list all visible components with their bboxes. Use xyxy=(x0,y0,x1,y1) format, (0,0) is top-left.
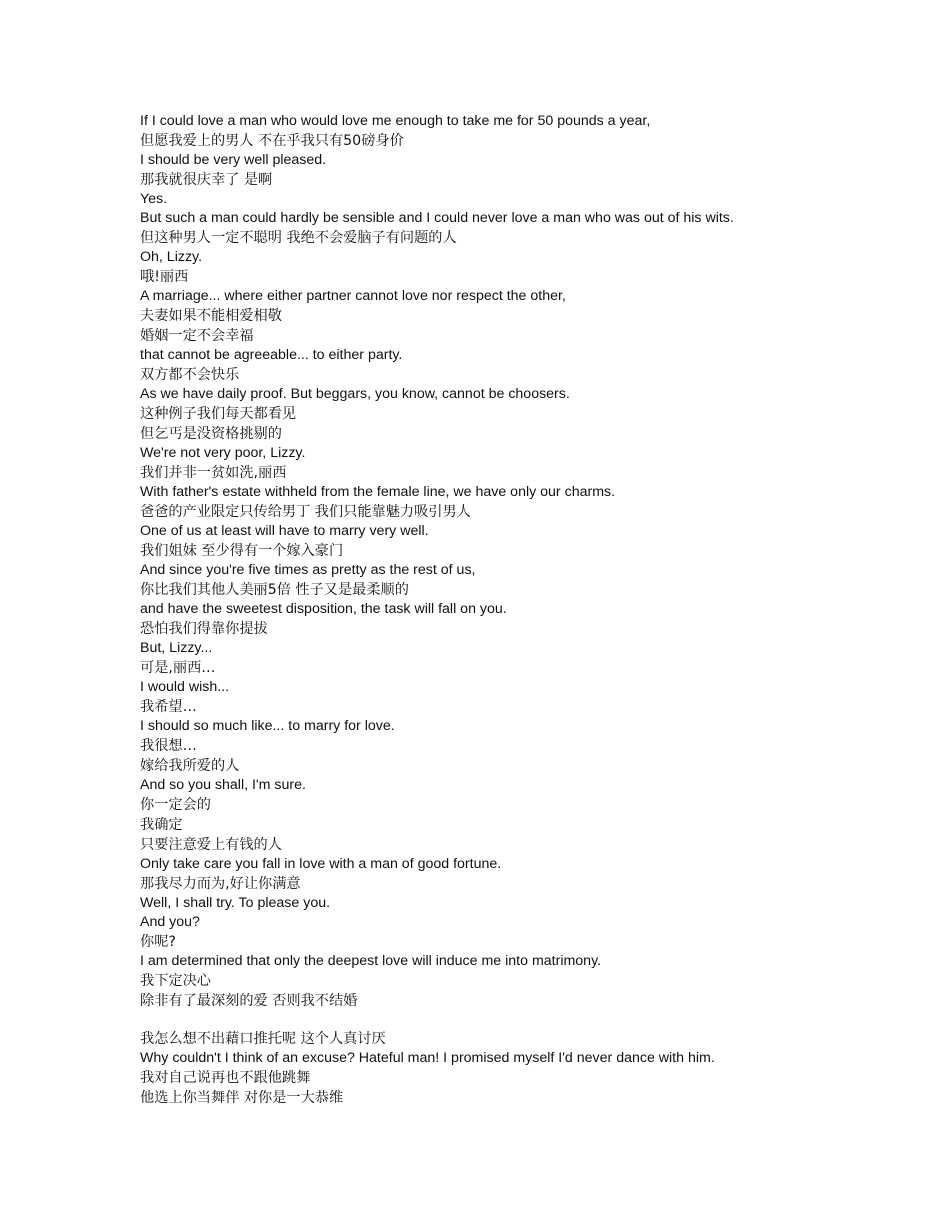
chinese-subtitle-line: 我确定 xyxy=(140,817,183,833)
english-subtitle-line: As we have daily proof. But beggars, you know, cannot be choosers. xyxy=(140,386,570,402)
english-subtitle-line: We're not very poor, Lizzy. xyxy=(140,445,306,461)
english-subtitle-line: And so you shall, I'm sure. xyxy=(140,777,306,793)
chinese-subtitle-line: 但乞丐是没资格挑剔的 xyxy=(140,426,282,442)
chinese-subtitle-line: 我希望… xyxy=(140,699,197,715)
chinese-subtitle-line: 爸爸的产业限定只传给男丁 我们只能靠魅力吸引男人 xyxy=(140,504,471,520)
english-subtitle-line: But such a man could hardly be sensible and I could never love a man who was out of his wits. xyxy=(140,210,734,226)
chinese-subtitle-line: 这种例子我们每天都看见 xyxy=(140,406,297,422)
blank-line xyxy=(140,1011,930,1029)
english-subtitle-line: But, Lizzy... xyxy=(140,640,213,656)
english-subtitle-line: that cannot be agreeable... to either party. xyxy=(140,347,403,363)
chinese-subtitle-line: 除非有了最深刻的爱 否则我不结婚 xyxy=(140,993,358,1009)
english-subtitle-line: I should be very well pleased. xyxy=(140,152,327,168)
chinese-subtitle-line: 那我就很庆幸了 是啊 xyxy=(140,172,273,188)
chinese-subtitle-line: 可是,丽西… xyxy=(140,660,216,676)
subtitle-text-block xyxy=(140,112,930,1108)
english-subtitle-line: With father's estate withheld from the female line, we have only our charms. xyxy=(140,484,616,500)
english-subtitle-line: Only take care you fall in love with a man of good fortune. xyxy=(140,856,502,872)
english-subtitle-line: If I could love a man who would love me enough to take me for 50 pounds a year, xyxy=(140,113,651,129)
english-subtitle-line: One of us at least will have to marry very well. xyxy=(140,523,429,539)
english-subtitle-line: I would wish... xyxy=(140,679,230,695)
chinese-subtitle-line: 你比我们其他人美丽5倍 性子又是最柔顺的 xyxy=(140,582,409,598)
chinese-subtitle-line: 恐怕我们得靠你提拔 xyxy=(140,621,268,637)
chinese-subtitle-line: 你呢? xyxy=(140,934,176,950)
english-subtitle-line: And since you're five times as pretty as the rest of us, xyxy=(140,562,476,578)
chinese-subtitle-line: 嫁给我所爱的人 xyxy=(140,758,240,774)
english-subtitle-line: I should so much like... to marry for love. xyxy=(140,718,395,734)
chinese-subtitle-line: 但这种男人一定不聪明 我绝不会爱脑子有问题的人 xyxy=(140,230,457,246)
chinese-subtitle-line: 哦!丽西 xyxy=(140,269,189,285)
chinese-subtitle-line: 双方都不会快乐 xyxy=(140,367,240,383)
chinese-subtitle-line: 婚姻一定不会幸福 xyxy=(140,328,254,344)
chinese-subtitle-line: 他选上你当舞伴 对你是一大恭维 xyxy=(140,1090,344,1106)
chinese-subtitle-line: 我们姐妹 至少得有一个嫁入豪门 xyxy=(140,543,344,559)
english-subtitle-line: And you? xyxy=(140,914,200,930)
chinese-subtitle-line: 我下定决心 xyxy=(140,973,211,989)
english-subtitle-line: Yes. xyxy=(140,191,168,207)
english-subtitle-line: Why couldn't I think of an excuse? Hateful man! I promised myself I'd never dance with him. xyxy=(140,1050,715,1066)
english-subtitle-line: and have the sweetest disposition, the task will fall on you. xyxy=(140,601,507,617)
chinese-subtitle-line: 你一定会的 xyxy=(140,797,211,813)
chinese-subtitle-line: 我们并非一贫如洗,丽西 xyxy=(140,465,287,481)
english-subtitle-line: A marriage... where either partner cannot love nor respect the other, xyxy=(140,288,566,304)
chinese-subtitle-line: 我对自己说再也不跟他跳舞 xyxy=(140,1070,311,1086)
chinese-subtitle-line: 我很想… xyxy=(140,738,197,754)
chinese-subtitle-line: 夫妻如果不能相爱相敬 xyxy=(140,308,282,324)
english-subtitle-line: Well, I shall try. To please you. xyxy=(140,895,331,911)
chinese-subtitle-line: 但愿我爱上的男人 不在乎我只有50磅身价 xyxy=(140,133,404,149)
chinese-subtitle-line: 我怎么想不出藉口推托呢 这个人真讨厌 xyxy=(140,1031,386,1047)
english-subtitle-line: I am determined that only the deepest love will induce me into matrimony. xyxy=(140,953,602,969)
chinese-subtitle-line: 那我尽力而为,好让你满意 xyxy=(140,876,301,892)
chinese-subtitle-line: 只要注意爱上有钱的人 xyxy=(140,837,282,853)
english-subtitle-line: Oh, Lizzy. xyxy=(140,249,203,265)
